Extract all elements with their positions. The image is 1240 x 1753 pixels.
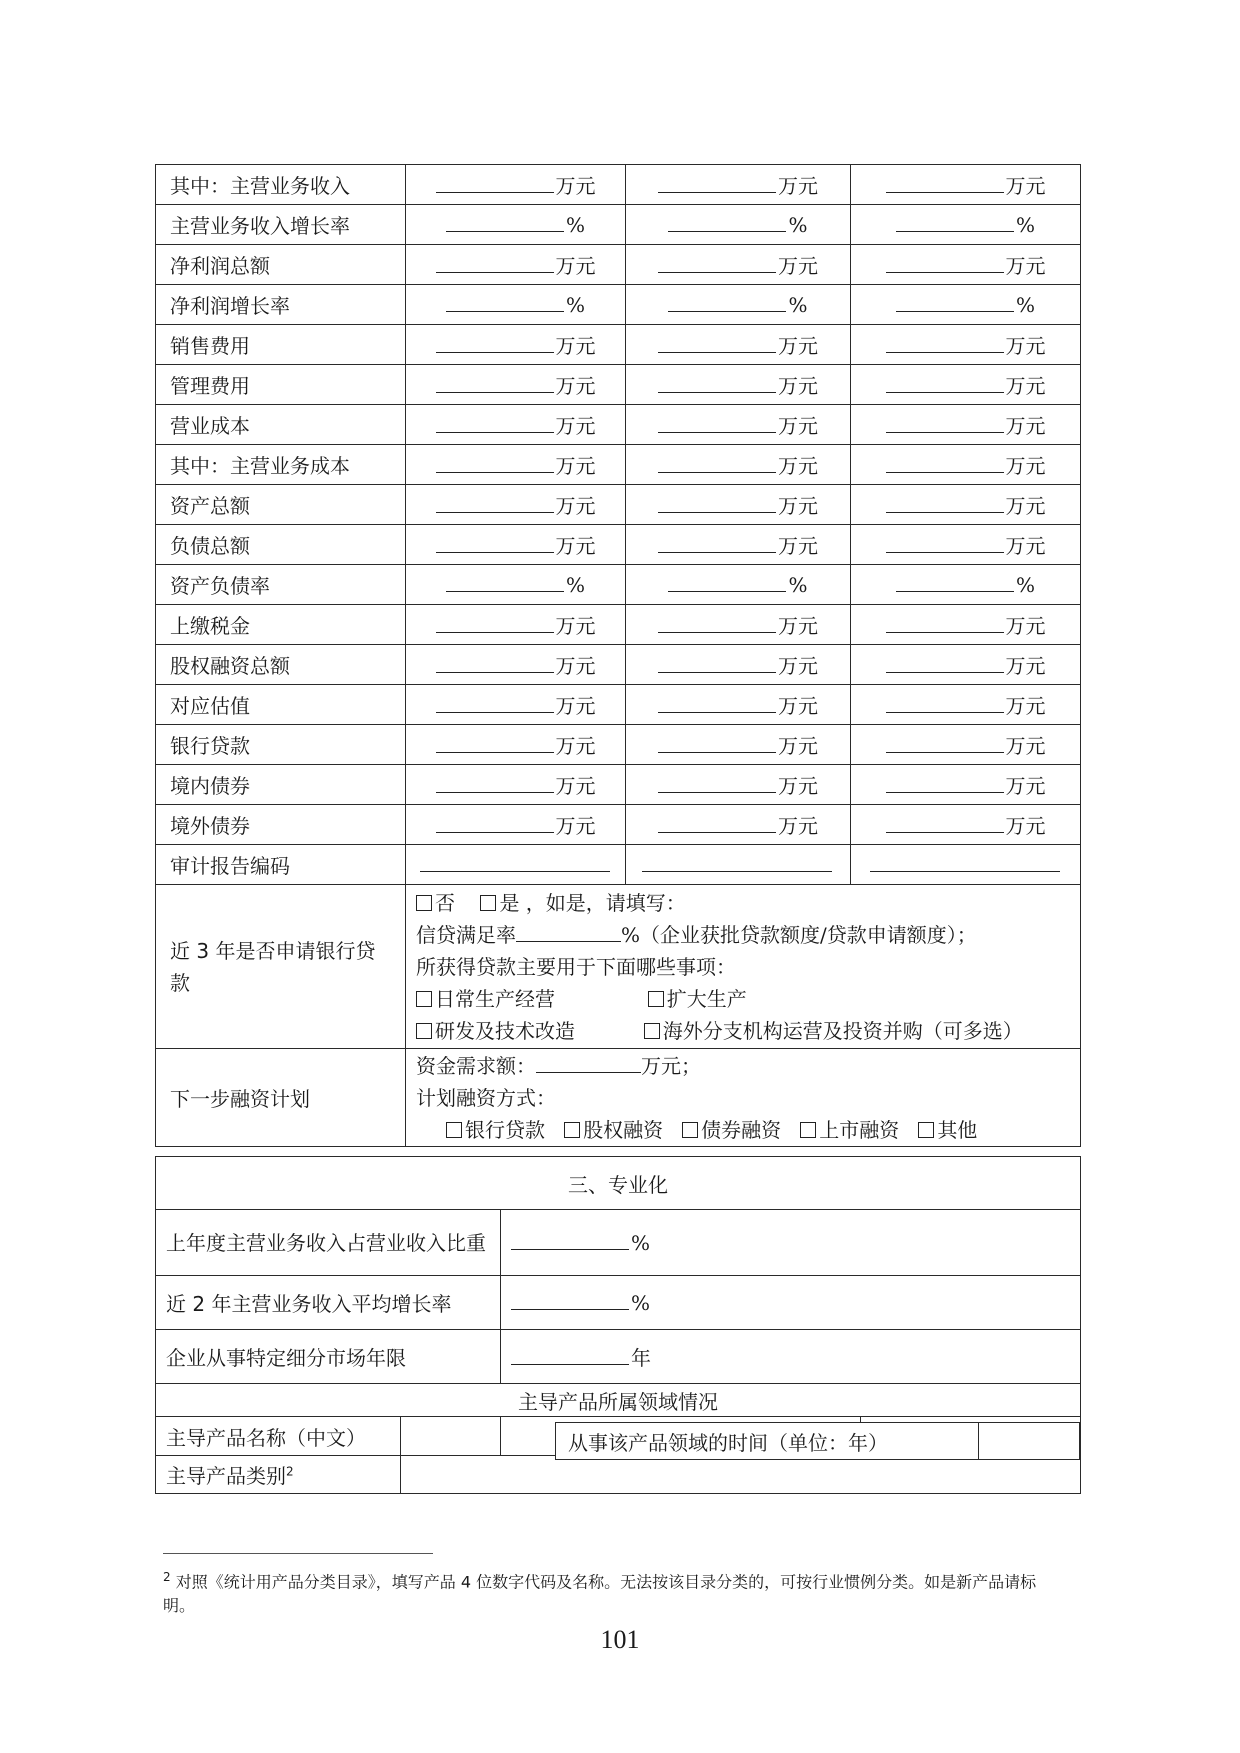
loan-row <box>156 885 1081 1049</box>
row-label: 销售费用 <box>156 325 406 365</box>
unit-label: 万元 <box>778 534 818 558</box>
unit-label: 万元 <box>778 734 818 758</box>
product-time-field[interactable] <box>978 1422 1079 1460</box>
table-row <box>156 365 1081 405</box>
unit-label: % <box>788 572 808 597</box>
value-cell <box>851 525 1081 565</box>
value-cell <box>626 805 851 845</box>
fill-in-field[interactable] <box>658 614 776 633</box>
value-cell <box>626 605 851 645</box>
fill-in-field[interactable] <box>436 614 554 633</box>
product-name-field[interactable] <box>401 1417 501 1456</box>
fill-in-field[interactable] <box>668 213 786 232</box>
value-cell <box>626 565 851 605</box>
fill-in-field[interactable] <box>886 494 1004 513</box>
fund-demand-field[interactable] <box>536 1054 641 1073</box>
unit-label: 万元 <box>1005 494 1046 518</box>
value-cell <box>626 205 851 245</box>
fill-in-field[interactable] <box>436 374 554 393</box>
footnote-text: 对照《统计用产品分类目录》，填写产品 4 位数字代码及名称。无法按该目录分类的，可按行业惯例分类。如是新产品请标明。 <box>163 1572 1037 1616</box>
fill-in-field[interactable] <box>658 694 776 713</box>
unit-label: 万元 <box>555 814 596 838</box>
row-label: 净利润增长率 <box>156 285 406 325</box>
value-cell <box>406 285 626 325</box>
unit-label: 万元 <box>555 654 596 678</box>
fill-in-field[interactable] <box>446 213 564 232</box>
unit-label: 万元 <box>1005 614 1046 638</box>
fill-in-field[interactable] <box>886 814 1004 833</box>
value-cell <box>626 365 851 405</box>
main-revenue-ratio-label: 上年度主营业务收入占营业收入比重 <box>156 1210 501 1276</box>
unit-label: 万元 <box>778 694 818 718</box>
table-row <box>156 485 1081 525</box>
fill-in-field[interactable] <box>446 573 564 592</box>
fill-in-field[interactable] <box>658 654 776 673</box>
checkbox-no[interactable] <box>416 895 432 911</box>
table-row <box>156 685 1081 725</box>
table-row <box>156 725 1081 765</box>
value-cell <box>851 685 1081 725</box>
fill-in-field[interactable] <box>436 654 554 673</box>
fill-in-field[interactable] <box>658 254 776 273</box>
value-cell <box>851 165 1081 205</box>
footnote-marker: 2 <box>286 1464 294 1479</box>
value-cell <box>626 845 851 885</box>
value-cell <box>851 485 1081 525</box>
product-name-label: 主导产品名称（中文） <box>156 1417 401 1456</box>
checkbox-rd[interactable] <box>416 1023 432 1039</box>
value-cell <box>851 645 1081 685</box>
fill-in-field[interactable] <box>436 734 554 753</box>
table-row <box>156 765 1081 805</box>
value-cell <box>626 525 851 565</box>
value-cell <box>626 765 851 805</box>
product-category-text: 主导产品类别 <box>166 1464 286 1488</box>
unit-label: 万元 <box>1005 374 1046 398</box>
unit-label: 万元 <box>555 534 596 558</box>
value-cell <box>626 445 851 485</box>
value-cell <box>406 805 626 845</box>
method-bank-loan: 银行贷款 <box>465 1117 545 1142</box>
avg-growth-field[interactable] <box>511 1291 629 1310</box>
unit-label: 万元 <box>1005 654 1046 678</box>
fill-in-field[interactable] <box>658 454 776 473</box>
market-years-field[interactable] <box>511 1346 629 1365</box>
method-equity: 股权融资 <box>583 1117 664 1142</box>
fill-in-field[interactable] <box>436 774 554 793</box>
unit-label: 万元 <box>1005 254 1046 278</box>
unit-label: 万元 <box>1005 814 1046 838</box>
financing-plan-options <box>406 1049 1081 1147</box>
fill-in-field[interactable] <box>896 573 1014 592</box>
value-cell <box>626 725 851 765</box>
value-cell <box>851 245 1081 285</box>
table-row <box>156 565 1081 605</box>
fill-in-field[interactable] <box>658 534 776 553</box>
main-revenue-ratio-cell <box>501 1210 1081 1276</box>
fill-in-field[interactable] <box>896 213 1014 232</box>
value-cell <box>406 645 626 685</box>
unit-label: 万元 <box>1005 774 1046 798</box>
financing-method-prompt: 计划融资方式： <box>416 1085 556 1110</box>
unit-label: 万元 <box>778 414 818 438</box>
value-cell <box>851 205 1081 245</box>
row-label: 审计报告编码 <box>156 845 406 885</box>
credit-rate-label: 信贷满足率 <box>416 922 516 947</box>
value-cell <box>406 565 626 605</box>
fill-in-field[interactable] <box>886 614 1004 633</box>
table-row <box>156 645 1081 685</box>
table-row <box>156 445 1081 485</box>
unit-label: % <box>1015 292 1035 317</box>
option-yes-label: 是 <box>499 890 520 915</box>
fill-in-field[interactable] <box>436 534 554 553</box>
fill-in-field[interactable] <box>886 654 1004 673</box>
fill-in-field[interactable] <box>870 853 1060 872</box>
row-label: 其中：主营业务成本 <box>156 445 406 485</box>
checkbox-daily-operation[interactable] <box>416 991 432 1007</box>
fill-in-field[interactable] <box>886 334 1004 353</box>
value-cell <box>851 845 1081 885</box>
value-cell <box>626 285 851 325</box>
fill-in-field[interactable] <box>436 814 554 833</box>
loan-options <box>406 885 1081 1049</box>
footnote-number: 2 <box>163 1570 171 1584</box>
row-label: 资产总额 <box>156 485 406 525</box>
main-revenue-ratio-unit: % <box>631 1230 651 1255</box>
fill-in-field[interactable] <box>886 534 1004 553</box>
table-row <box>156 405 1081 445</box>
checkbox-equity[interactable] <box>564 1122 580 1138</box>
table-row <box>156 285 1081 325</box>
unit-label: 万元 <box>555 494 596 518</box>
value-cell <box>851 325 1081 365</box>
product-time-label: 从事该产品领域的时间（单位：年） <box>568 1430 888 1455</box>
value-cell <box>626 405 851 445</box>
row-label: 净利润总额 <box>156 245 406 285</box>
unit-label: % <box>565 292 585 317</box>
fill-in-field[interactable] <box>658 414 776 433</box>
unit-label: 万元 <box>778 614 818 638</box>
value-cell <box>406 725 626 765</box>
unit-label: % <box>565 572 585 597</box>
fill-in-field[interactable] <box>668 293 786 312</box>
option-rd: 研发及技术改造 <box>435 1018 575 1043</box>
row-label: 负债总额 <box>156 525 406 565</box>
fill-in-field[interactable] <box>436 414 554 433</box>
product-domain-heading: 主导产品所属领域情况 <box>156 1384 1081 1417</box>
unit-label: 万元 <box>778 374 818 398</box>
page-number: 101 <box>600 1625 640 1654</box>
fill-in-field[interactable] <box>886 694 1004 713</box>
product-category-label <box>156 1456 401 1494</box>
fill-in-field[interactable] <box>436 334 554 353</box>
checkbox-yes[interactable] <box>480 895 496 911</box>
value-cell <box>406 605 626 645</box>
table-row <box>156 605 1081 645</box>
unit-label: % <box>565 212 585 237</box>
financial-table <box>155 164 1081 1147</box>
method-other: 其他 <box>937 1117 978 1142</box>
row-label: 主营业务收入增长率 <box>156 205 406 245</box>
value-cell <box>851 725 1081 765</box>
row-label: 银行贷款 <box>156 725 406 765</box>
value-cell <box>406 485 626 525</box>
value-cell <box>406 405 626 445</box>
value-cell <box>406 205 626 245</box>
unit-label: 万元 <box>1005 414 1046 438</box>
option-overseas: 海外分支机构运营及投资并购（可多选） <box>662 1018 1023 1043</box>
avg-growth-label: 近 2 年主营业务收入平均增长率 <box>156 1276 501 1330</box>
table-row <box>156 245 1081 285</box>
unit-label: 万元 <box>778 454 818 478</box>
market-years-label: 企业从事特定细分市场年限 <box>156 1330 501 1384</box>
loan-label: 近 3 年是否申请银行贷款 <box>156 885 406 1049</box>
value-cell <box>406 525 626 565</box>
option-expand-production: 扩大生产 <box>666 986 747 1011</box>
fill-in-field[interactable] <box>658 334 776 353</box>
fill-in-field[interactable] <box>446 293 564 312</box>
unit-label: 万元 <box>778 334 818 358</box>
fill-in-field[interactable] <box>658 494 776 513</box>
main-revenue-ratio-field[interactable] <box>511 1231 629 1250</box>
fund-demand-unit: 万元； <box>641 1053 701 1078</box>
value-cell <box>406 765 626 805</box>
row-label: 管理费用 <box>156 365 406 405</box>
row-label: 对应估值 <box>156 685 406 725</box>
avg-growth-cell <box>501 1276 1081 1330</box>
financing-plan-label: 下一步融资计划 <box>156 1049 406 1147</box>
table-row <box>156 325 1081 365</box>
unit-label: 万元 <box>1005 734 1046 758</box>
footnote <box>163 1565 1043 1618</box>
fill-in-field[interactable] <box>658 774 776 793</box>
fill-in-field[interactable] <box>642 853 832 872</box>
unit-label: 万元 <box>778 654 818 678</box>
fill-in-field[interactable] <box>658 374 776 393</box>
value-cell <box>851 805 1081 845</box>
if-yes-text: ，如是，请填写： <box>525 890 686 915</box>
footnote-divider <box>163 1553 433 1554</box>
checkbox-overseas[interactable] <box>644 1023 660 1039</box>
product-category-field[interactable] <box>401 1456 1081 1494</box>
credit-rate-note: %（企业获批贷款额度/贷款申请额度）； <box>621 922 977 947</box>
value-cell <box>406 845 626 885</box>
fill-in-field[interactable] <box>886 254 1004 273</box>
checkbox-other[interactable] <box>918 1122 934 1138</box>
fill-in-field[interactable] <box>658 734 776 753</box>
fill-in-field[interactable] <box>436 454 554 473</box>
unit-label: 万元 <box>555 694 596 718</box>
value-cell <box>626 245 851 285</box>
table-row <box>156 205 1081 245</box>
unit-label: 万元 <box>555 734 596 758</box>
value-cell <box>626 485 851 525</box>
fill-in-field[interactable] <box>886 774 1004 793</box>
table-row <box>156 165 1081 205</box>
market-years-unit: 年 <box>631 1346 651 1370</box>
loan-usage-prompt: 所获得贷款主要用于下面哪些事项： <box>416 954 736 979</box>
fill-in-field[interactable] <box>886 454 1004 473</box>
fill-in-field[interactable] <box>436 694 554 713</box>
table-row <box>156 845 1081 885</box>
table-row <box>156 805 1081 845</box>
value-cell <box>851 445 1081 485</box>
value-cell <box>851 365 1081 405</box>
unit-label: 万元 <box>1005 174 1046 198</box>
fill-in-field[interactable] <box>658 174 776 193</box>
unit-label: 万元 <box>555 414 596 438</box>
unit-label: % <box>1015 572 1035 597</box>
checkbox-bond[interactable] <box>682 1122 698 1138</box>
fill-in-field[interactable] <box>658 814 776 833</box>
row-label: 资产负债率 <box>156 565 406 605</box>
fill-in-field[interactable] <box>886 174 1004 193</box>
unit-label: 万元 <box>1005 694 1046 718</box>
fill-in-field[interactable] <box>668 573 786 592</box>
checkbox-ipo[interactable] <box>800 1122 816 1138</box>
value-cell <box>626 645 851 685</box>
unit-label: 万元 <box>555 254 596 278</box>
row-label: 境内债券 <box>156 765 406 805</box>
unit-label: % <box>788 212 808 237</box>
value-cell <box>626 325 851 365</box>
unit-label: % <box>788 292 808 317</box>
value-cell <box>406 325 626 365</box>
unit-label: 万元 <box>778 254 818 278</box>
value-cell <box>406 445 626 485</box>
value-cell <box>406 165 626 205</box>
unit-label: 万元 <box>1005 534 1046 558</box>
fund-demand-label: 资金需求额： <box>416 1053 536 1078</box>
product-time-cell <box>555 1422 1080 1460</box>
row-label: 其中：主营业务收入 <box>156 165 406 205</box>
avg-growth-unit: % <box>631 1290 651 1315</box>
value-cell <box>626 685 851 725</box>
value-cell <box>851 285 1081 325</box>
unit-label: 万元 <box>1005 454 1046 478</box>
value-cell <box>851 765 1081 805</box>
fill-in-field[interactable] <box>436 174 554 193</box>
financing-plan-row <box>156 1049 1081 1147</box>
value-cell <box>851 565 1081 605</box>
method-bond: 债券融资 <box>701 1117 782 1142</box>
row-label: 股权融资总额 <box>156 645 406 685</box>
row-label: 上缴税金 <box>156 605 406 645</box>
fill-in-field[interactable] <box>886 414 1004 433</box>
section-title: 三、专业化 <box>156 1157 1081 1210</box>
checkbox-expand-production[interactable] <box>648 991 664 1007</box>
value-cell <box>406 245 626 285</box>
fill-in-field[interactable] <box>436 494 554 513</box>
value-cell <box>406 365 626 405</box>
unit-label: 万元 <box>778 494 818 518</box>
checkbox-bank-loan[interactable] <box>446 1122 462 1138</box>
credit-rate-field[interactable] <box>516 923 621 942</box>
method-ipo: 上市融资 <box>819 1117 900 1142</box>
fill-in-field[interactable] <box>886 734 1004 753</box>
unit-label: 万元 <box>555 174 596 198</box>
fill-in-field[interactable] <box>436 254 554 273</box>
unit-label: 万元 <box>555 614 596 638</box>
unit-label: 万元 <box>555 454 596 478</box>
fill-in-field[interactable] <box>420 853 610 872</box>
market-years-cell <box>501 1330 1081 1384</box>
value-cell <box>626 165 851 205</box>
option-no-label: 否 <box>435 890 455 915</box>
value-cell <box>851 405 1081 445</box>
option-daily-operation: 日常生产经营 <box>435 986 555 1011</box>
fill-in-field[interactable] <box>886 374 1004 393</box>
unit-label: 万元 <box>1005 334 1046 358</box>
unit-label: 万元 <box>555 334 596 358</box>
value-cell <box>851 605 1081 645</box>
unit-label: 万元 <box>778 814 818 838</box>
unit-label: % <box>1015 212 1035 237</box>
unit-label: 万元 <box>555 774 596 798</box>
table-row <box>156 525 1081 565</box>
unit-label: 万元 <box>778 774 818 798</box>
row-label: 境外债券 <box>156 805 406 845</box>
value-cell <box>406 685 626 725</box>
unit-label: 万元 <box>555 374 596 398</box>
unit-label: 万元 <box>778 174 818 198</box>
fill-in-field[interactable] <box>896 293 1014 312</box>
row-label: 营业成本 <box>156 405 406 445</box>
